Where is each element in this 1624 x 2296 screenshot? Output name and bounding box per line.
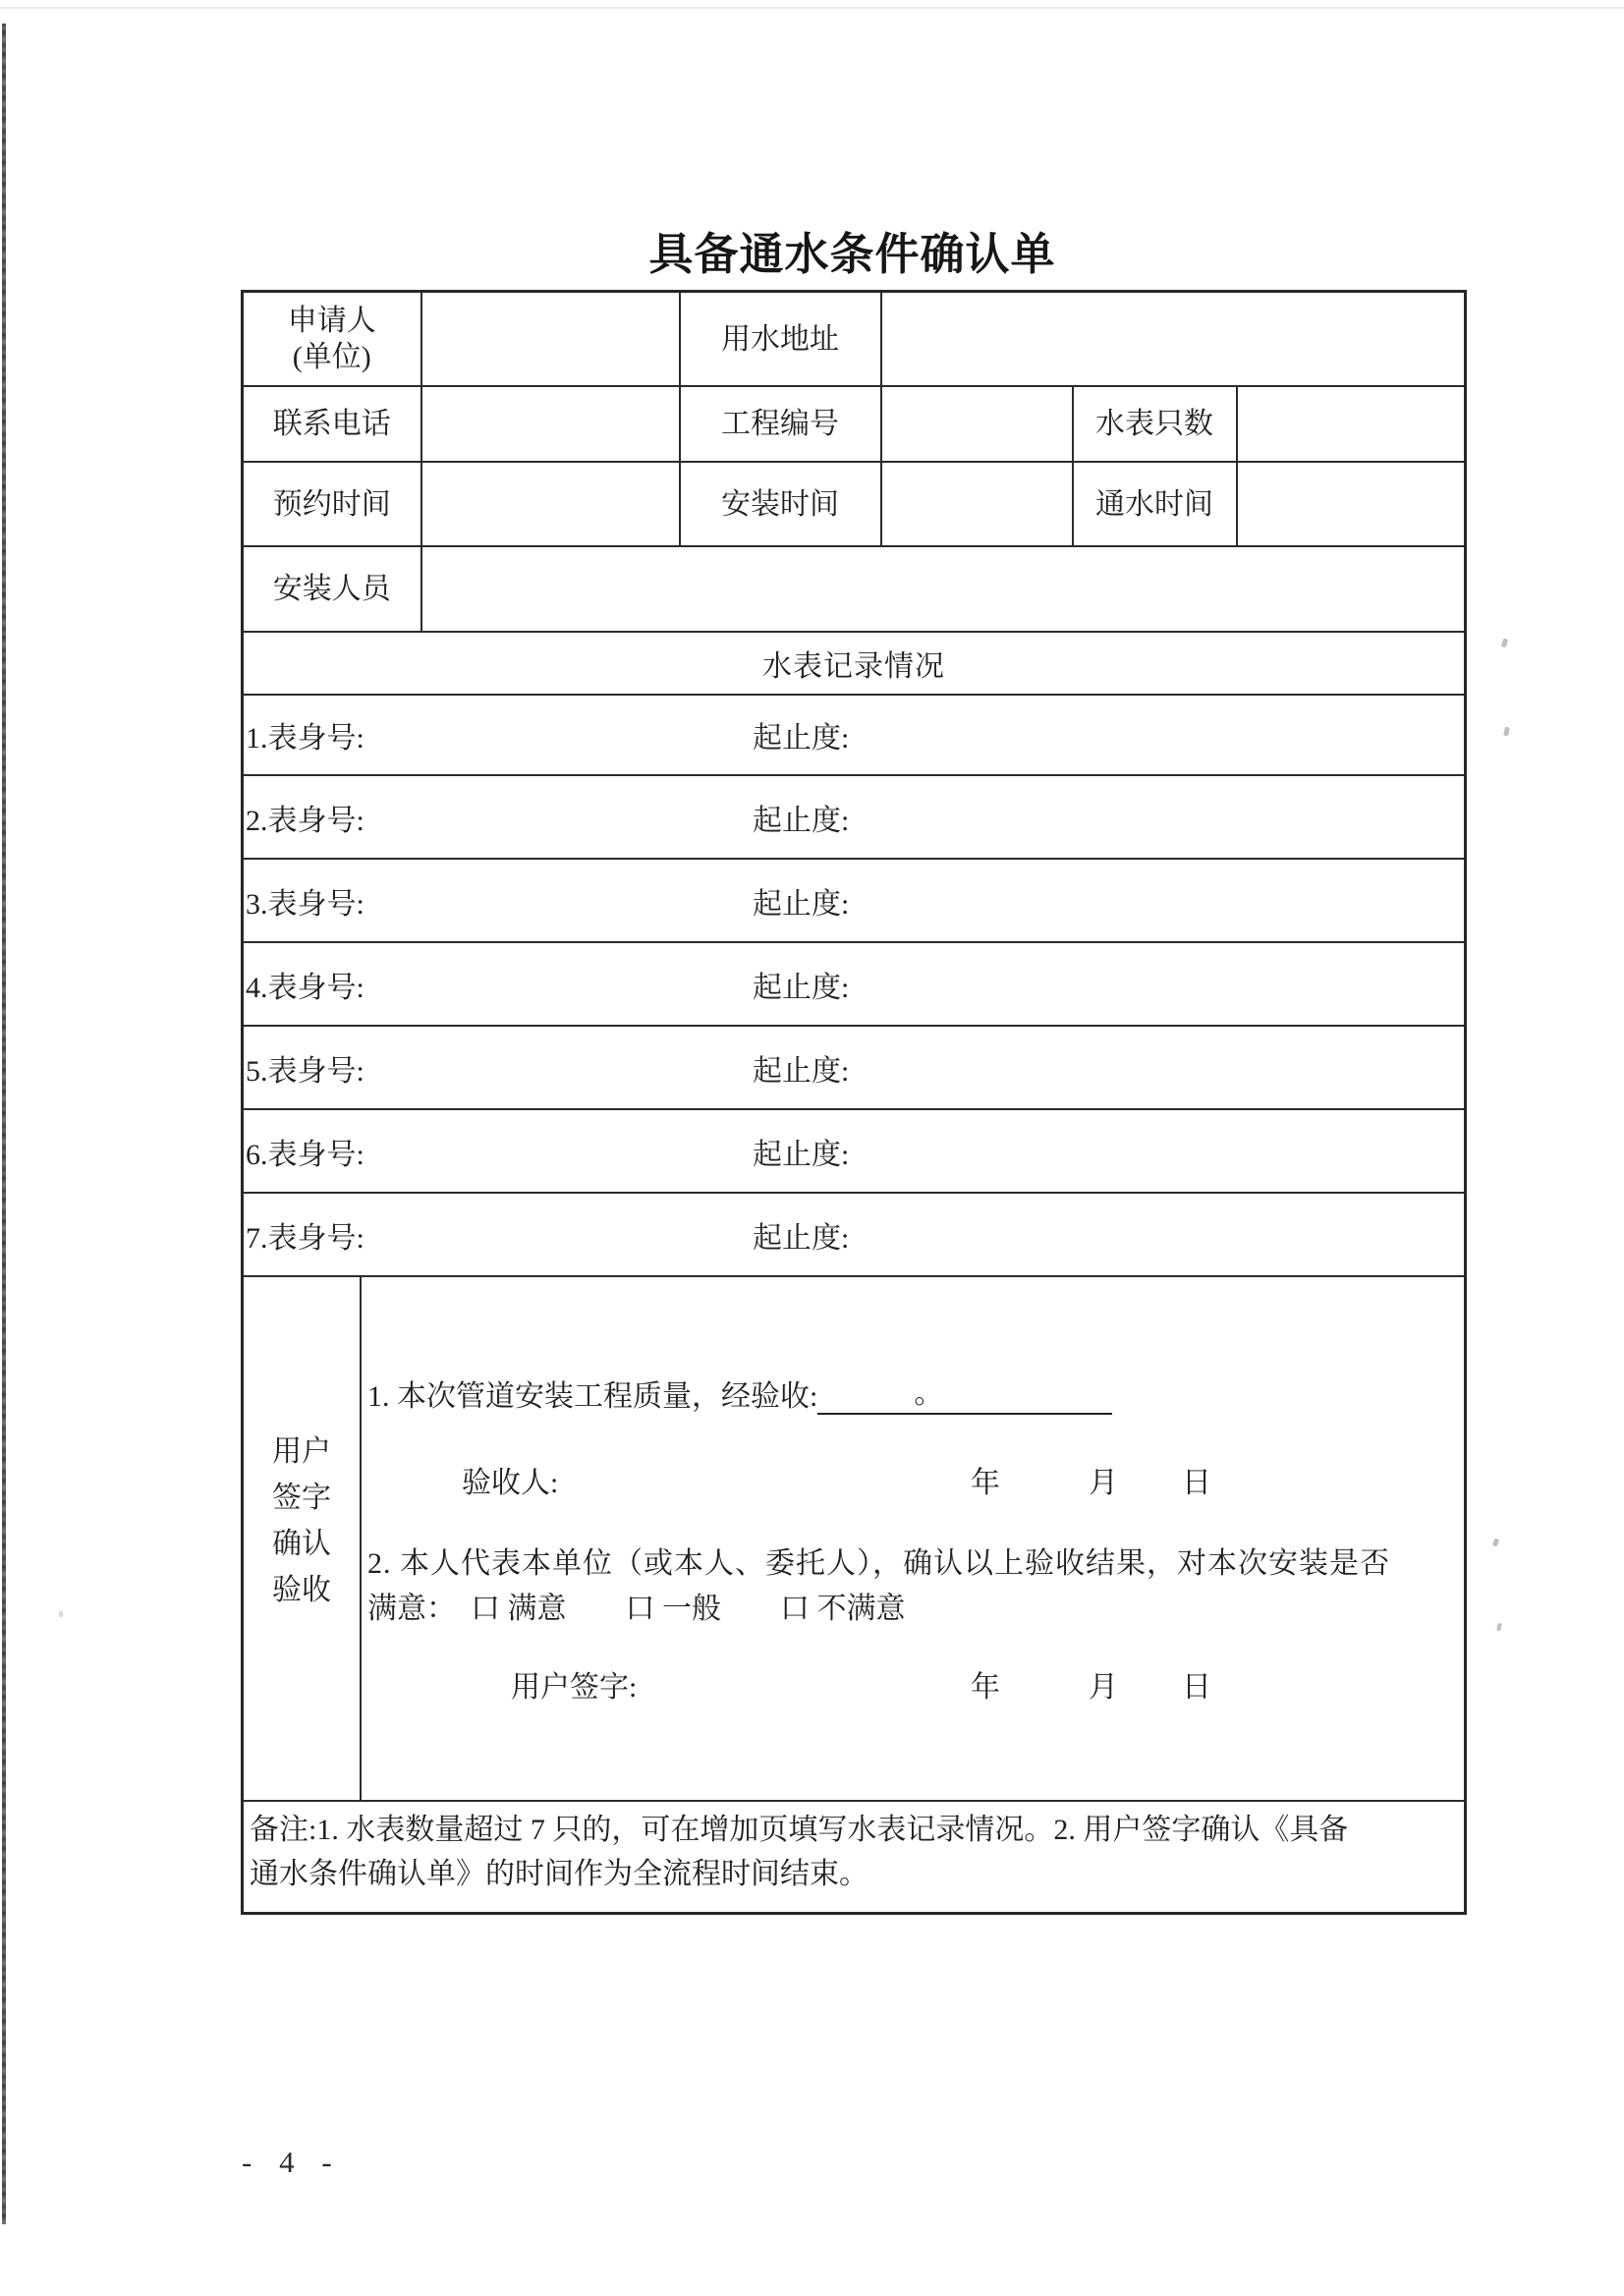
meter-row-cell bbox=[243, 775, 1466, 859]
scan-speck bbox=[1501, 638, 1509, 647]
month-label: 月 bbox=[1089, 1671, 1118, 1704]
scan-speck bbox=[1496, 1623, 1502, 1632]
water-on-time-value-cell bbox=[1237, 462, 1466, 546]
meter-row-cell bbox=[243, 695, 1466, 775]
install-time-label: 安装时间 bbox=[680, 462, 881, 546]
acceptor-label: 验收人: bbox=[462, 1467, 559, 1499]
water-address-label: 用水地址 bbox=[680, 292, 881, 387]
water-on-time-label: 通水时间 bbox=[1073, 462, 1237, 546]
meter-row-cell bbox=[243, 859, 1466, 942]
applicant-unit-value-cell bbox=[421, 292, 680, 387]
meter-no-label: 5.表身号: bbox=[246, 1054, 364, 1088]
signature-side-label-text bbox=[272, 1428, 331, 1613]
year-label: 年 bbox=[971, 1467, 1000, 1499]
acceptance-item2-line1: 2. 本人代表本单位（或本人、委托人），确认以上验收结果，对本次安装是否 bbox=[367, 1547, 1390, 1580]
contact-phone-value-cell bbox=[421, 386, 680, 462]
meter-reading-label: 起止度: bbox=[753, 1054, 850, 1088]
applicant-unit-label-line1: 申请人 bbox=[287, 305, 376, 337]
scan-speck bbox=[1503, 727, 1510, 737]
meter-row bbox=[243, 1026, 1466, 1109]
install-time-value-cell bbox=[881, 462, 1073, 546]
meter-row bbox=[243, 775, 1466, 859]
row-phone-project bbox=[243, 386, 1466, 462]
meter-count-value-cell bbox=[1237, 386, 1466, 462]
scan-speck bbox=[59, 1611, 63, 1617]
meter-row-cell bbox=[243, 1026, 1466, 1109]
installer-value-cell bbox=[421, 546, 1466, 632]
meter-reading-label: 起止度: bbox=[753, 887, 850, 921]
row-times bbox=[243, 462, 1466, 546]
user-signature-label: 用户签字: bbox=[511, 1671, 638, 1704]
applicant-unit-label-line2: (单位) bbox=[292, 341, 371, 373]
signature-section-cell bbox=[243, 1276, 1466, 1801]
satisfaction-options-line: 满意： 口 满意 口 一般 口 不满意 bbox=[367, 1593, 906, 1625]
meter-reading-label: 起止度: bbox=[753, 1221, 850, 1255]
meter-row bbox=[243, 1193, 1466, 1276]
meter-row-cell bbox=[243, 1109, 1466, 1193]
year-label: 年 bbox=[971, 1671, 1000, 1704]
project-number-value-cell bbox=[881, 386, 1073, 462]
meter-row bbox=[243, 859, 1466, 942]
page-title: 具备通水条件确认单 bbox=[648, 230, 1056, 279]
project-number-label: 工程编号 bbox=[680, 386, 881, 462]
scan-top-edge-artifact bbox=[0, 7, 1624, 9]
meter-count-label: 水表只数 bbox=[1073, 386, 1237, 462]
meter-reading-label: 起止度: bbox=[753, 971, 850, 1004]
meter-no-label: 2.表身号: bbox=[246, 804, 364, 837]
contact-phone-label: 联系电话 bbox=[243, 386, 421, 462]
water-address-value-cell bbox=[881, 292, 1466, 387]
side-label-line: 用户 bbox=[272, 1435, 331, 1468]
meter-reading-label: 起止度: bbox=[753, 804, 850, 837]
scan-speck bbox=[1492, 1538, 1499, 1546]
day-label: 日 bbox=[1182, 1467, 1211, 1499]
meter-row bbox=[243, 942, 1466, 1026]
meter-no-label: 3.表身号: bbox=[246, 887, 364, 921]
meter-no-label: 4.表身号: bbox=[246, 971, 364, 1004]
meter-reading-label: 起止度: bbox=[753, 1138, 850, 1171]
meter-record-section-header: 水表记录情况 bbox=[243, 632, 1466, 695]
meter-no-label: 6.表身号: bbox=[246, 1138, 364, 1171]
applicant-unit-label bbox=[243, 292, 421, 387]
row-notes bbox=[243, 1801, 1466, 1914]
appointment-time-label: 预约时间 bbox=[243, 462, 421, 546]
side-label-line: 确认 bbox=[272, 1528, 331, 1560]
row-signature-section bbox=[243, 1276, 1466, 1801]
notes-cell bbox=[243, 1801, 1466, 1914]
day-label: 日 bbox=[1182, 1671, 1211, 1704]
signature-side-label bbox=[244, 1277, 362, 1800]
notes-line1: 备注:1. 水表数量超过 7 只的，可在增加页填写水表记录情况。2. 用户签字确认《具备 bbox=[250, 1814, 1349, 1846]
signature-main-area bbox=[362, 1277, 1464, 1800]
notes-line2: 通水条件确认单》的时间作为全流程时间结束。 bbox=[250, 1858, 868, 1890]
acceptance-item1 bbox=[367, 1375, 1460, 1415]
side-label-line: 验收 bbox=[272, 1574, 331, 1606]
meter-row-cell bbox=[243, 1193, 1466, 1276]
acceptance-result-blank: 。 bbox=[817, 1375, 1112, 1415]
meter-no-label: 7.表身号: bbox=[246, 1221, 364, 1255]
signature-section bbox=[244, 1277, 1464, 1800]
meter-no-label: 1.表身号: bbox=[246, 722, 364, 755]
appointment-time-value-cell bbox=[421, 462, 680, 546]
installer-label: 安装人员 bbox=[243, 546, 421, 632]
row-meter-record-header bbox=[243, 632, 1466, 695]
meter-row bbox=[243, 695, 1466, 775]
row-applicant bbox=[243, 292, 1466, 387]
acceptance-item1-text: 1. 本次管道安装工程质量，经验收: bbox=[367, 1380, 818, 1413]
confirmation-form-table bbox=[241, 290, 1467, 1915]
scan-left-edge-line-artifact bbox=[2, 24, 6, 2224]
meter-reading-label: 起止度: bbox=[753, 722, 850, 755]
meter-row bbox=[243, 1109, 1466, 1193]
meter-row-cell bbox=[243, 942, 1466, 1026]
month-label: 月 bbox=[1089, 1467, 1118, 1499]
row-installer bbox=[243, 546, 1466, 632]
side-label-line: 签字 bbox=[272, 1482, 331, 1514]
page-number: - 4 - bbox=[242, 2145, 342, 2179]
